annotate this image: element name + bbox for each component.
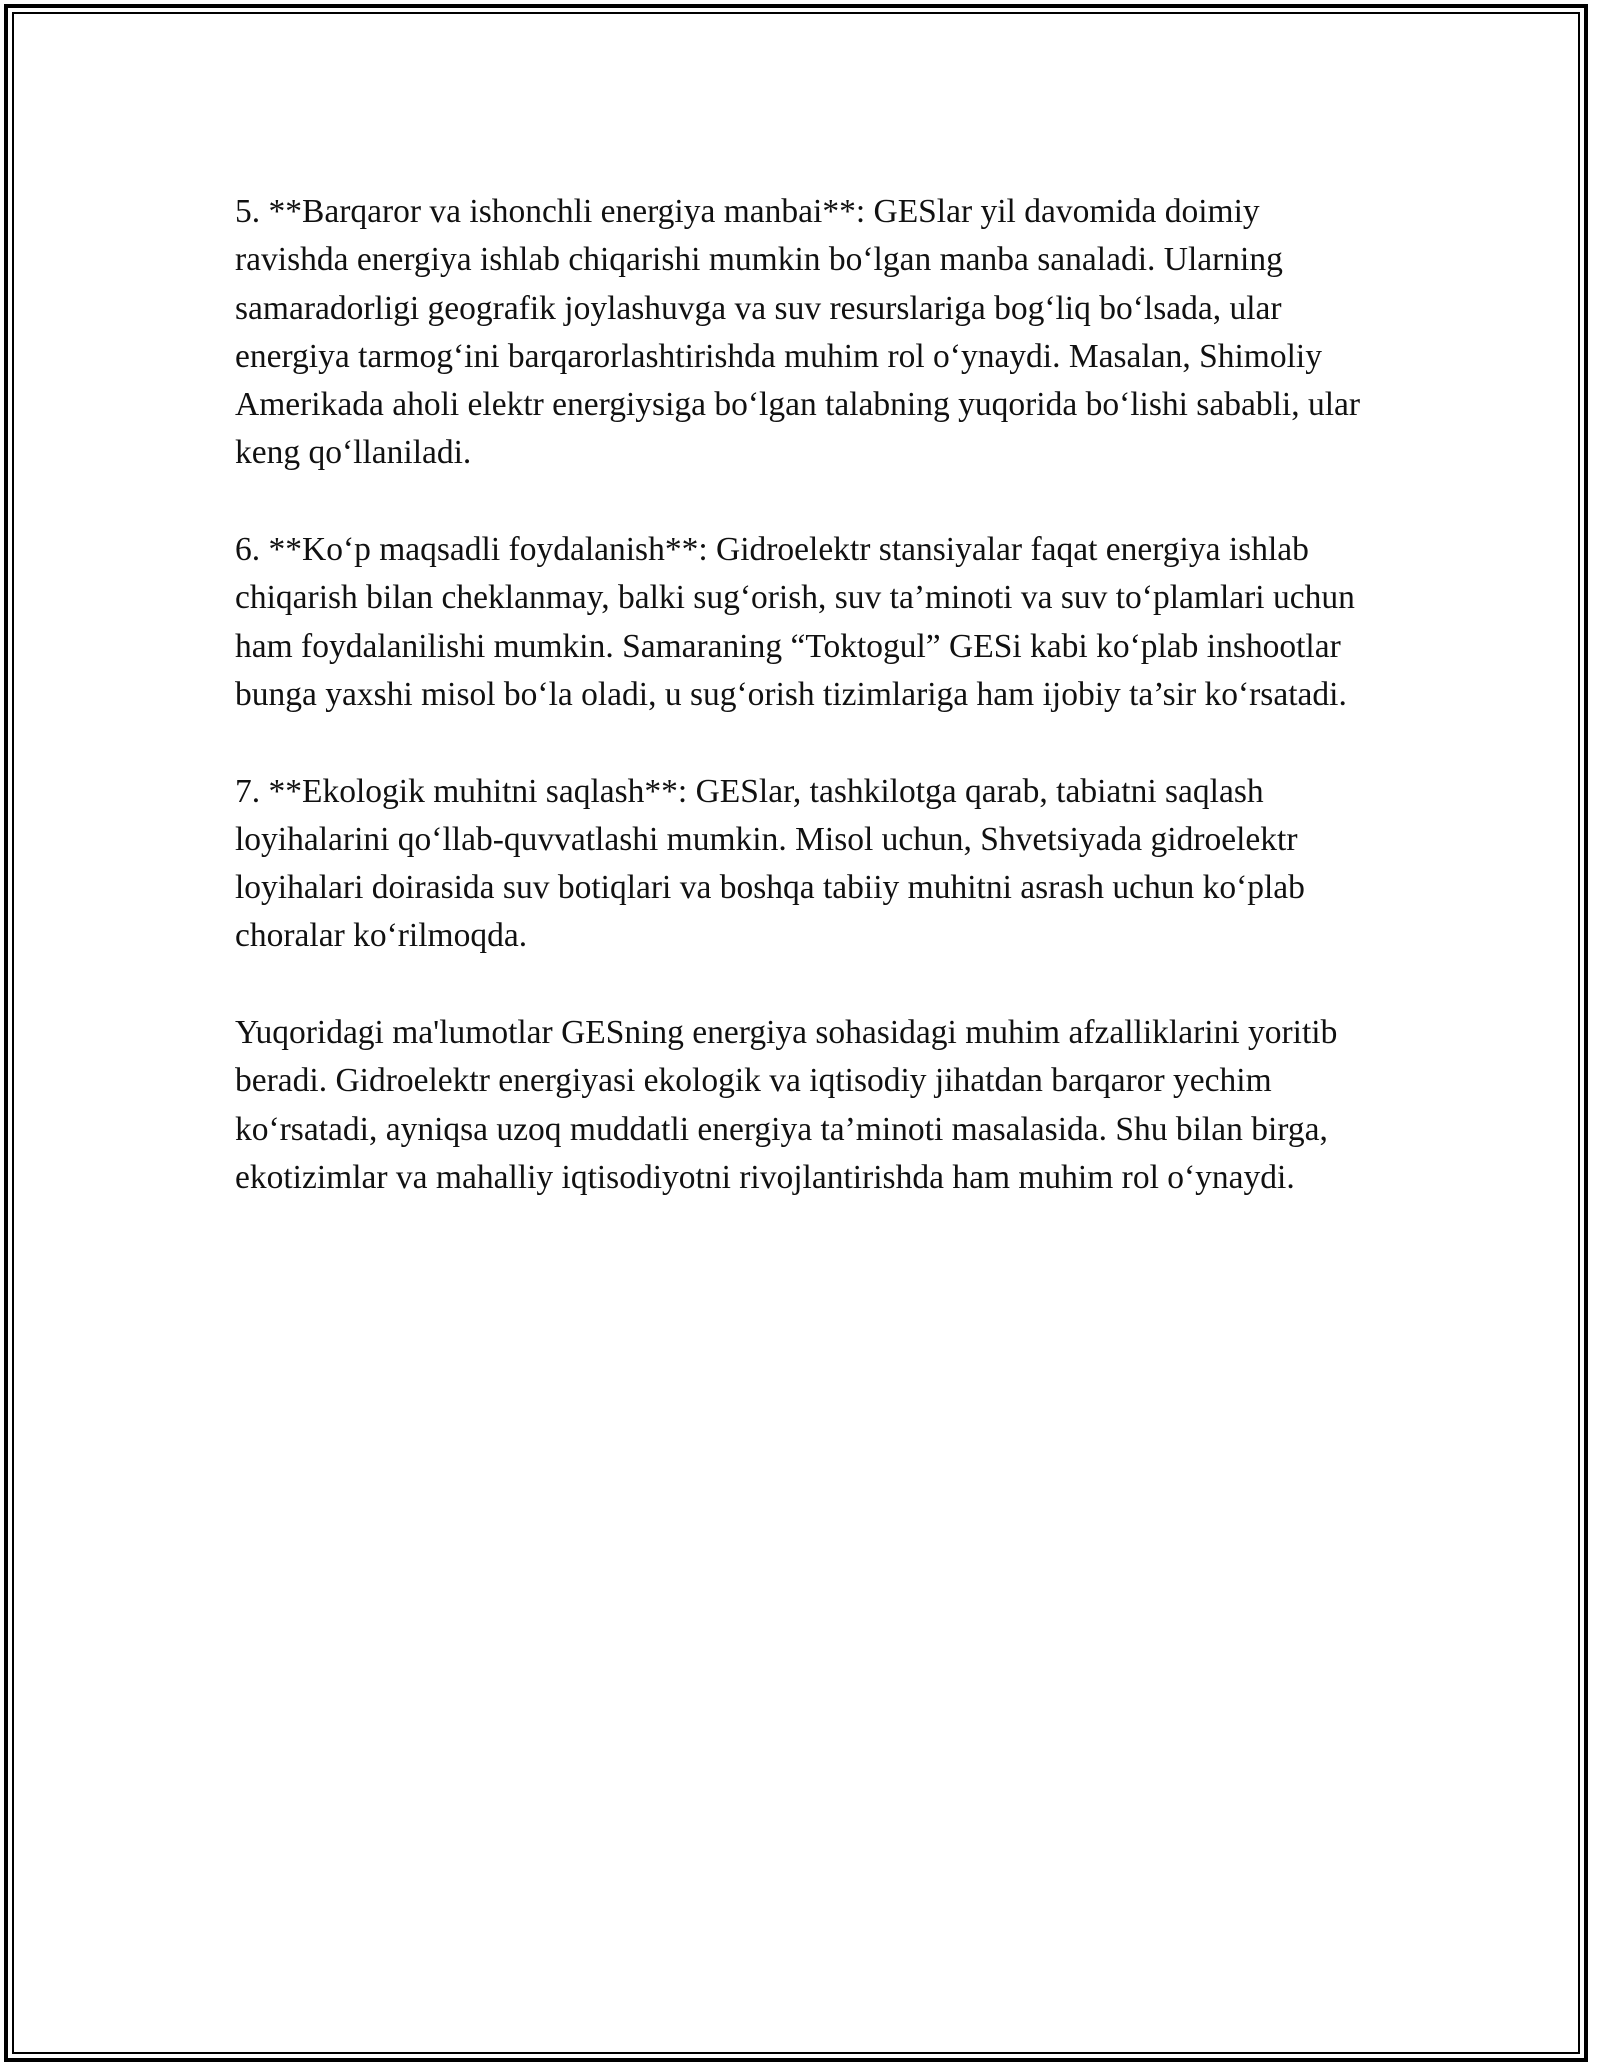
document-body [235,188,1375,1251]
paragraph-point-6: 6. **Ko‘p maqsadli foydalanish**: Gidroelektr stansiyalar faqat energiya ishlab chiqarish bilan cheklanmay, balki sug‘orish, suv ta’minoti va suv to‘plamlari uchun ham foydalanilishi mumkin. Samaraning “Toktogul” GESi kabi ko‘plab inshootlar bunga yaxshi misol bo‘la oladi, u sug‘orish tizimlariga ham ijobiy ta’sir ko‘rsatadi. [235,531,1355,713]
paragraph-conclusion: Yuqoridagi ma'lumotlar GESning energiya sohasidagi muhim afzalliklarini yoritib beradi. Gidroelektr energiyasi ekologik va iqtisodiy jihatdan barqaror yechim ko‘rsatadi, ayniqsa uzoq muddatli energiya ta’minoti masalasida. Shu bilan birga, ekotizimlar va mahalliy iqtisodiyotni rivojlantirishda ham muhim rol o‘ynaydi. [235,1014,1338,1196]
paragraph-point-7: 7. **Ekologik muhitni saqlash**: GESlar, tashkilotga qarab, tabiatni saqlash loyihalarini qo‘llab-quvvatlashi mumkin. Misol uchun, Shvetsiyada gidroelektr loyihalari doirasida suv botiqlari va boshqa tabiiy muhitni asrash uchun ko‘plab choralar ko‘rilmoqda. [235,772,1305,955]
paragraph-point-5: 5. **Barqaror va ishonchli energiya manbai**: GESlar yil davomida doimiy ravishda energiya ishlab chiqarishi mumkin bo‘lgan manba sanaladi. Ularning samaradorligi geografik joylashuvga va suv resurslariga bog‘liq bo‘lsada, ular energiya tarmog‘ini barqarorlashtirishda muhim rol o‘ynaydi. Masalan, Shimoliy Amerikada aholi elektr energiysiga bo‘lgan talabning yuqorida bo‘lishi sababli, ular keng qo‘llaniladi. [235,193,1361,472]
